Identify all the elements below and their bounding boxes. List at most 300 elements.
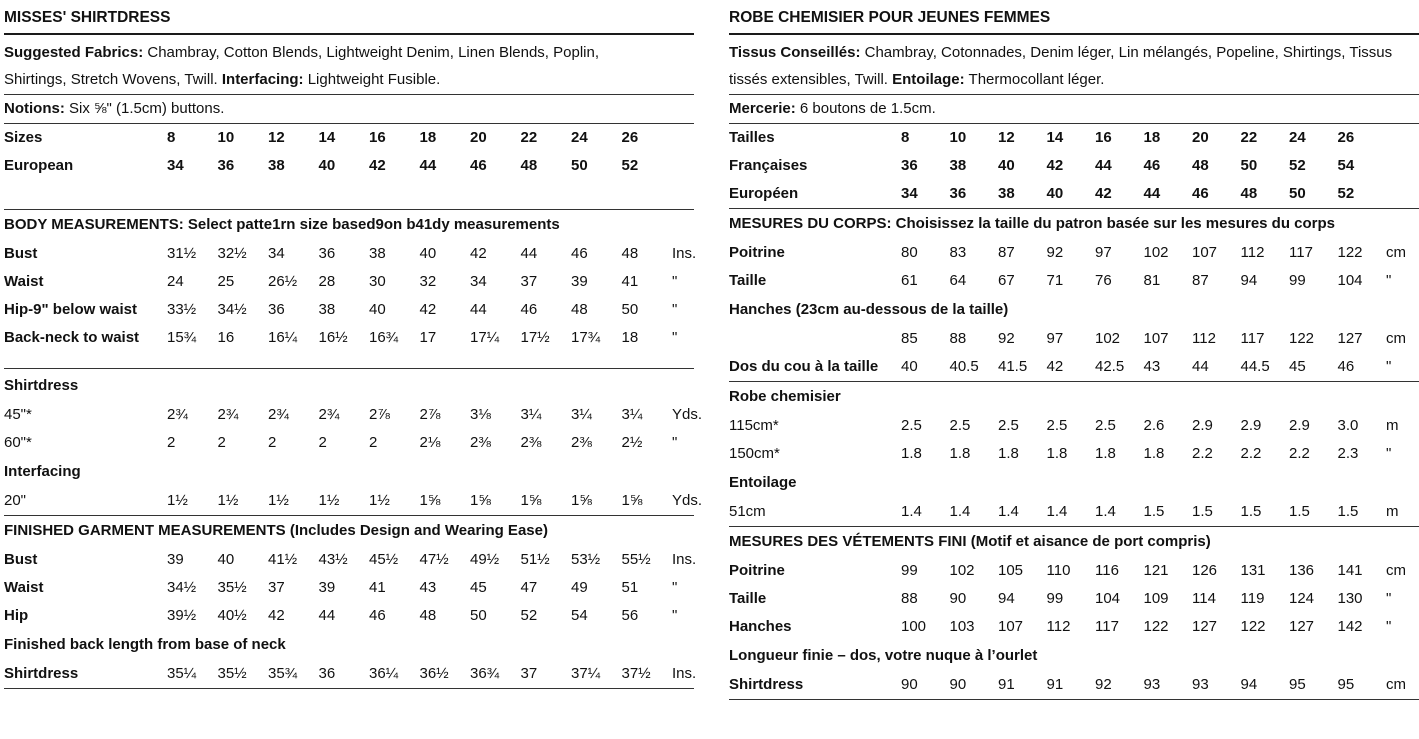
table-cell: 104 [1337,272,1363,289]
row-label: Taille [729,272,767,289]
row-label: Back-neck to waist [4,329,140,346]
table-cell: 44 [1143,185,1161,202]
table-cell: 141 [1337,562,1363,579]
table-cell: 48 [621,245,639,262]
table-cell: 46 [571,245,588,262]
shirtdress-header: Robe chemisier [729,388,841,405]
table-cell: 46 [470,157,487,174]
table-cell: 2.9 [1192,417,1213,434]
table-cell: 24 [571,129,588,146]
section-divider [4,180,694,210]
table-cell: 17½ [520,329,550,346]
table-cell: 99 [1046,590,1064,607]
table-cell: 38 [318,301,336,318]
table-cell: 92 [1046,244,1064,261]
table-cell: 2.5 [1046,417,1068,434]
table-row [4,240,697,268]
row-label: Dos du cou à la taille [729,358,879,375]
table-row [729,124,1419,152]
table-cell: 2.5 [1095,417,1116,434]
table-cell: 1.8 [1046,445,1068,462]
table-cell: 97 [1046,330,1064,347]
table-cell: 107 [998,618,1024,635]
body-measurements-table [4,240,697,352]
table-cell: 40 [998,157,1015,174]
table-cell: 42 [1046,358,1064,375]
table-cell: 42 [470,245,487,262]
fabrics-text-1: Chambray, Cotton Blends, Lightweight Denim, Linen Blends, Poplin, [143,44,600,61]
table-cell: 97 [1095,244,1112,261]
unit-label: cm [1386,330,1406,347]
table-cell: 49 [571,579,588,596]
table-cell: 1.5 [1192,503,1213,520]
table-cell: 14 [318,129,336,146]
table-row [4,401,703,429]
body-measurements-header: BODY MEASUREMENTS: Select patte1rn size based9on b41dy measurements [4,216,560,233]
table-cell: 56 [621,607,639,624]
table-cell: 2.9 [1289,417,1310,434]
unit-label: cm [1386,562,1406,579]
hip-table [729,325,1419,382]
table-cell: 36½ [419,665,449,682]
row-label: Sizes [4,129,43,146]
table-cell: 2.2 [1192,445,1213,462]
table-row [729,353,1419,381]
table-cell: 91 [1046,676,1064,693]
table-cell: 42 [1095,185,1112,202]
table-cell: 127 [1337,330,1363,347]
table-cell: 12 [268,129,285,146]
table-cell: 122 [1289,330,1315,347]
table-cell: 41 [369,579,386,596]
table-row [4,429,694,457]
table-cell: 2.5 [901,417,922,434]
unit-label: " [1386,358,1392,375]
table-cell: 1.4 [901,503,922,520]
table-cell: 1½ [318,492,340,509]
table-cell: 3⅛ [470,406,491,423]
table-cell: 1⅝ [520,492,542,509]
row-label: Waist [4,273,44,290]
table-cell: 46 [369,607,386,624]
table-cell: 48 [1192,157,1209,174]
notions-label: Mercerie: [729,100,796,117]
table-cell: 2¾ [167,406,188,423]
row-label: 45"* [4,406,32,423]
table-cell: 34 [901,185,918,202]
table-cell: 24 [167,273,184,290]
fabrics-label: Tissus Conseillés: [729,44,861,61]
finished-length-table [729,671,1419,700]
table-cell: 142 [1337,618,1363,635]
table-cell: 93 [1192,676,1209,693]
table-cell: 36 [949,185,967,202]
table-cell: 48 [419,607,437,624]
table-row [4,152,694,180]
table-cell: 40 [1046,185,1064,202]
table-cell: 126 [1192,562,1218,579]
table-cell: 3¼ [520,406,542,423]
table-cell: 44 [1095,157,1112,174]
table-cell: 1.4 [949,503,971,520]
table-cell: 35¾ [268,665,298,682]
table-cell: 54 [571,607,588,624]
unit-label: " [1386,590,1392,607]
table-cell: 2¾ [217,406,239,423]
table-cell: 37¼ [571,665,601,682]
table-cell: 22 [520,129,538,146]
table-cell: 131 [1240,562,1266,579]
table-cell: 54 [1337,157,1355,174]
table-cell: 37½ [621,665,651,682]
table-row [4,574,694,602]
table-cell: 94 [1240,676,1258,693]
table-cell: 1½ [217,492,239,509]
table-cell: 40½ [217,607,247,624]
table-cell: 122 [1143,618,1169,635]
table-cell: 88 [901,590,918,607]
table-cell: 39 [318,579,336,596]
unit-label: " [672,273,678,290]
table-cell: 1.5 [1240,503,1262,520]
table-cell: 81 [1143,272,1161,289]
table-cell: 36 [318,245,336,262]
table-cell: 20 [470,129,487,146]
table-cell: 2.5 [949,417,971,434]
table-cell: 24 [1289,129,1306,146]
table-cell: 87 [1192,272,1209,289]
table-cell: 46 [1143,157,1161,174]
hip-header: Hanches (23cm au-dessous de la taille) [729,301,1009,318]
table-cell: 26½ [268,273,298,290]
table-cell: 50 [1289,185,1306,202]
table-row [729,180,1419,208]
table-cell: 15¾ [167,329,197,346]
table-cell: 119 [1240,590,1265,607]
row-label: Waist [4,579,44,596]
table-cell: 130 [1337,590,1363,607]
table-cell: 32 [419,273,437,290]
table-cell: 2.2 [1240,445,1262,462]
table-cell: 1.8 [1095,445,1116,462]
row-label: 20" [4,492,27,509]
table-cell: 22 [1240,129,1258,146]
table-cell: 80 [901,244,918,261]
finished-measurements-table [729,557,1419,641]
table-cell: 114 [1192,590,1216,607]
table-cell: 112 [1192,330,1216,347]
interfacing-text: Thermocollant léger. [964,71,1105,88]
table-cell: 28 [318,273,336,290]
table-cell: 2⅞ [369,406,390,423]
table-cell: 34½ [217,301,247,318]
table-cell: 39½ [167,607,197,624]
table-cell: 2.2 [1289,445,1310,462]
suggested-fabrics [4,35,694,95]
table-cell: 2 [369,434,378,451]
table-cell: 117 [1095,618,1119,635]
fabrics-label: Suggested Fabrics: [4,44,144,61]
table-cell: 3¼ [571,406,592,423]
body-measurements-header: MESURES DU CORPS: Choisissez la taille du patron basée sur les mesures du corps [729,215,1336,232]
unit-label: m [1386,417,1399,434]
table-cell: 2 [217,434,226,451]
table-cell: 41½ [268,551,298,568]
table-cell: 87 [998,244,1015,261]
interfacing-label: Entoilage: [892,71,965,88]
finished-measurements-header: FINISHED GARMENT MEASUREMENTS (Includes Design and Wearing Ease) [4,522,548,539]
table-cell: 1⅝ [571,492,592,509]
interfacing-header: Entoilage [729,474,797,491]
row-label: Hip-9" below waist [4,301,137,318]
table-cell: 102 [1143,244,1169,261]
table-cell: 32½ [217,245,247,262]
fabrics-text-2: tissés extensibles, Twill. [729,71,893,88]
table-cell: 42 [369,157,386,174]
table-cell: 2 [167,434,176,451]
table-cell: 17¾ [571,329,601,346]
table-cell: 50 [621,301,639,318]
table-cell: 85 [901,330,918,347]
table-cell: 100 [901,618,927,635]
row-label: Poitrine [729,244,785,261]
table-cell: 44 [419,157,437,174]
table-cell: 1.5 [1289,503,1310,520]
chart-title: ROBE CHEMISIER POUR JEUNES FEMMES [729,0,1419,35]
table-cell: 67 [998,272,1015,289]
table-cell: 102 [1095,330,1121,347]
row-label: 115cm* [729,417,779,434]
table-cell: 46 [520,301,538,318]
table-cell: 2⅞ [419,406,441,423]
table-cell: 2 [318,434,327,451]
table-cell: 1⅝ [470,492,491,509]
finished-measurements-header: MESURES DES VÉTEMENTS FINI (Motif et aisance de port compris) [729,533,1211,550]
table-cell: 83 [949,244,967,261]
row-label: Européen [729,185,799,202]
unit-label: " [1386,618,1392,635]
table-cell: 20 [1192,129,1209,146]
french-size-chart [729,0,1419,700]
table-cell: 47½ [419,551,449,568]
interfacing-text: Lightweight Fusible. [303,71,441,88]
table-cell: 122 [1240,618,1266,635]
table-cell: 34 [167,157,184,174]
table-cell: 71 [1046,272,1064,289]
table-row [729,267,1419,295]
row-label: European [4,157,74,174]
table-cell: 52 [1337,185,1355,202]
fabrics-text-2: Shirtings, Stretch Wovens, Twill. [4,71,222,88]
table-cell: 35¼ [167,665,197,682]
unit-label: Yds. [672,406,703,423]
table-cell: 42 [268,607,285,624]
table-cell: 2.5 [998,417,1019,434]
table-cell: 39 [167,551,184,568]
table-cell: 90 [901,676,918,693]
table-cell: 2.3 [1337,445,1359,462]
table-cell: 40 [419,245,437,262]
interfacing-header: Interfacing [4,463,81,480]
table-cell: 43 [1143,358,1161,375]
table-cell: 64 [949,272,967,289]
table-cell: 103 [949,618,975,635]
table-cell: 50 [1240,157,1258,174]
table-cell: 34 [470,273,487,290]
table-row [4,268,694,296]
table-cell: 1½ [369,492,390,509]
table-cell: 40 [369,301,386,318]
table-cell: 1.8 [1143,445,1165,462]
table-cell: 127 [1192,618,1218,635]
fabric-yardage-table [4,401,703,457]
table-cell: 45½ [369,551,399,568]
table-cell: 91 [998,676,1015,693]
table-cell: 117 [1289,244,1313,261]
table-cell: 10 [217,129,235,146]
table-cell: 52 [520,607,538,624]
table-cell: 17 [419,329,437,346]
english-size-chart [4,0,703,689]
table-cell: 42.5 [1095,358,1125,375]
table-cell: 46 [1337,358,1355,375]
table-cell: 61 [901,272,918,289]
table-cell: 17¼ [470,329,500,346]
table-cell: 3.0 [1337,417,1359,434]
table-cell: 2⅜ [571,434,592,451]
table-cell: 44 [318,607,336,624]
table-cell: 3¼ [621,406,643,423]
table-cell: 35½ [217,665,247,682]
table-cell: 37 [520,665,538,682]
table-cell: 33½ [167,301,197,318]
table-cell: 30 [369,273,386,290]
section-divider [4,352,694,369]
unit-label: Ins. [672,551,697,568]
table-cell: 39 [571,273,588,290]
table-cell: 25 [217,273,235,290]
unit-label: " [672,579,678,596]
table-cell: 2¾ [268,406,289,423]
table-cell: 16¾ [369,329,399,346]
table-cell: 26 [621,129,639,146]
table-cell: 48 [571,301,588,318]
row-label: Hip [4,607,29,624]
table-cell: 92 [1095,676,1112,693]
row-label: Françaises [729,157,808,174]
shirtdress-header: Shirtdress [4,377,79,394]
table-row [729,440,1419,468]
table-cell: 14 [1046,129,1064,146]
row-label: Bust [4,245,38,262]
table-cell: 1.8 [901,445,922,462]
table-cell: 40 [318,157,336,174]
table-cell: 36 [268,301,285,318]
table-row [4,124,694,152]
notions-text: Six ⅝" (1.5cm) buttons. [64,100,225,117]
table-cell: 18 [621,329,639,346]
table-cell: 31½ [167,245,197,262]
table-cell: 1½ [268,492,289,509]
table-row [729,412,1419,440]
table-cell: 41 [621,273,639,290]
table-cell: 42 [419,301,437,318]
table-cell: 18 [419,129,437,146]
table-cell: 94 [1240,272,1258,289]
table-cell: 76 [1095,272,1112,289]
table-cell: 55½ [621,551,651,568]
table-cell: 43½ [318,551,348,568]
table-cell: 48 [520,157,538,174]
table-cell: 43 [419,579,437,596]
table-cell: 95 [1289,676,1306,693]
table-cell: 47 [520,579,538,596]
row-label: Taille [729,590,767,607]
table-cell: 2.6 [1143,417,1165,434]
table-cell: 1.5 [1337,503,1359,520]
table-cell: 18 [1143,129,1161,146]
table-row [4,487,703,515]
table-cell: 107 [1143,330,1169,347]
table-cell: 38 [268,157,285,174]
table-cell: 99 [901,562,918,579]
table-cell: 117 [1240,330,1265,347]
table-row [4,660,697,688]
table-cell: 53½ [571,551,601,568]
table-cell: 93 [1143,676,1161,693]
unit-label: Ins. [672,245,697,262]
table-cell: 50 [571,157,588,174]
table-cell: 16 [369,129,386,146]
row-label: Hanches [729,618,792,635]
table-cell: 2 [268,434,277,451]
finished-length-header: Longueur finie – dos, votre nuque à l’ourlet [729,647,1038,664]
table-cell: 42 [1046,157,1064,174]
table-row [729,557,1419,585]
unit-label: " [1386,272,1392,289]
table-cell: 1.5 [1143,503,1165,520]
unit-label: " [1386,445,1392,462]
table-cell: 1.4 [998,503,1019,520]
table-cell: 110 [1046,562,1071,579]
table-row [729,239,1419,267]
table-row [4,546,697,574]
table-row [729,585,1419,613]
table-cell: 94 [998,590,1015,607]
table-cell: 112 [1240,244,1265,261]
table-cell: 1.8 [949,445,971,462]
row-label: Bust [4,551,38,568]
table-cell: 48 [1240,185,1258,202]
row-label: Poitrine [729,562,785,579]
table-cell: 8 [167,129,176,146]
finished-length-header: Finished back length from base of neck [4,636,286,653]
table-cell: 36 [901,157,918,174]
table-cell: 34½ [167,579,197,596]
table-cell: 38 [949,157,967,174]
table-row [729,671,1419,699]
table-row [4,324,694,352]
table-row [4,296,694,324]
unit-label: m [1386,503,1399,520]
table-cell: 136 [1289,562,1315,579]
table-cell: 16½ [318,329,348,346]
notions-label: Notions: [4,100,65,117]
table-cell: 41.5 [998,358,1028,375]
table-cell: 1.4 [1046,503,1068,520]
table-cell: 88 [949,330,967,347]
row-label: 60"* [4,434,32,451]
